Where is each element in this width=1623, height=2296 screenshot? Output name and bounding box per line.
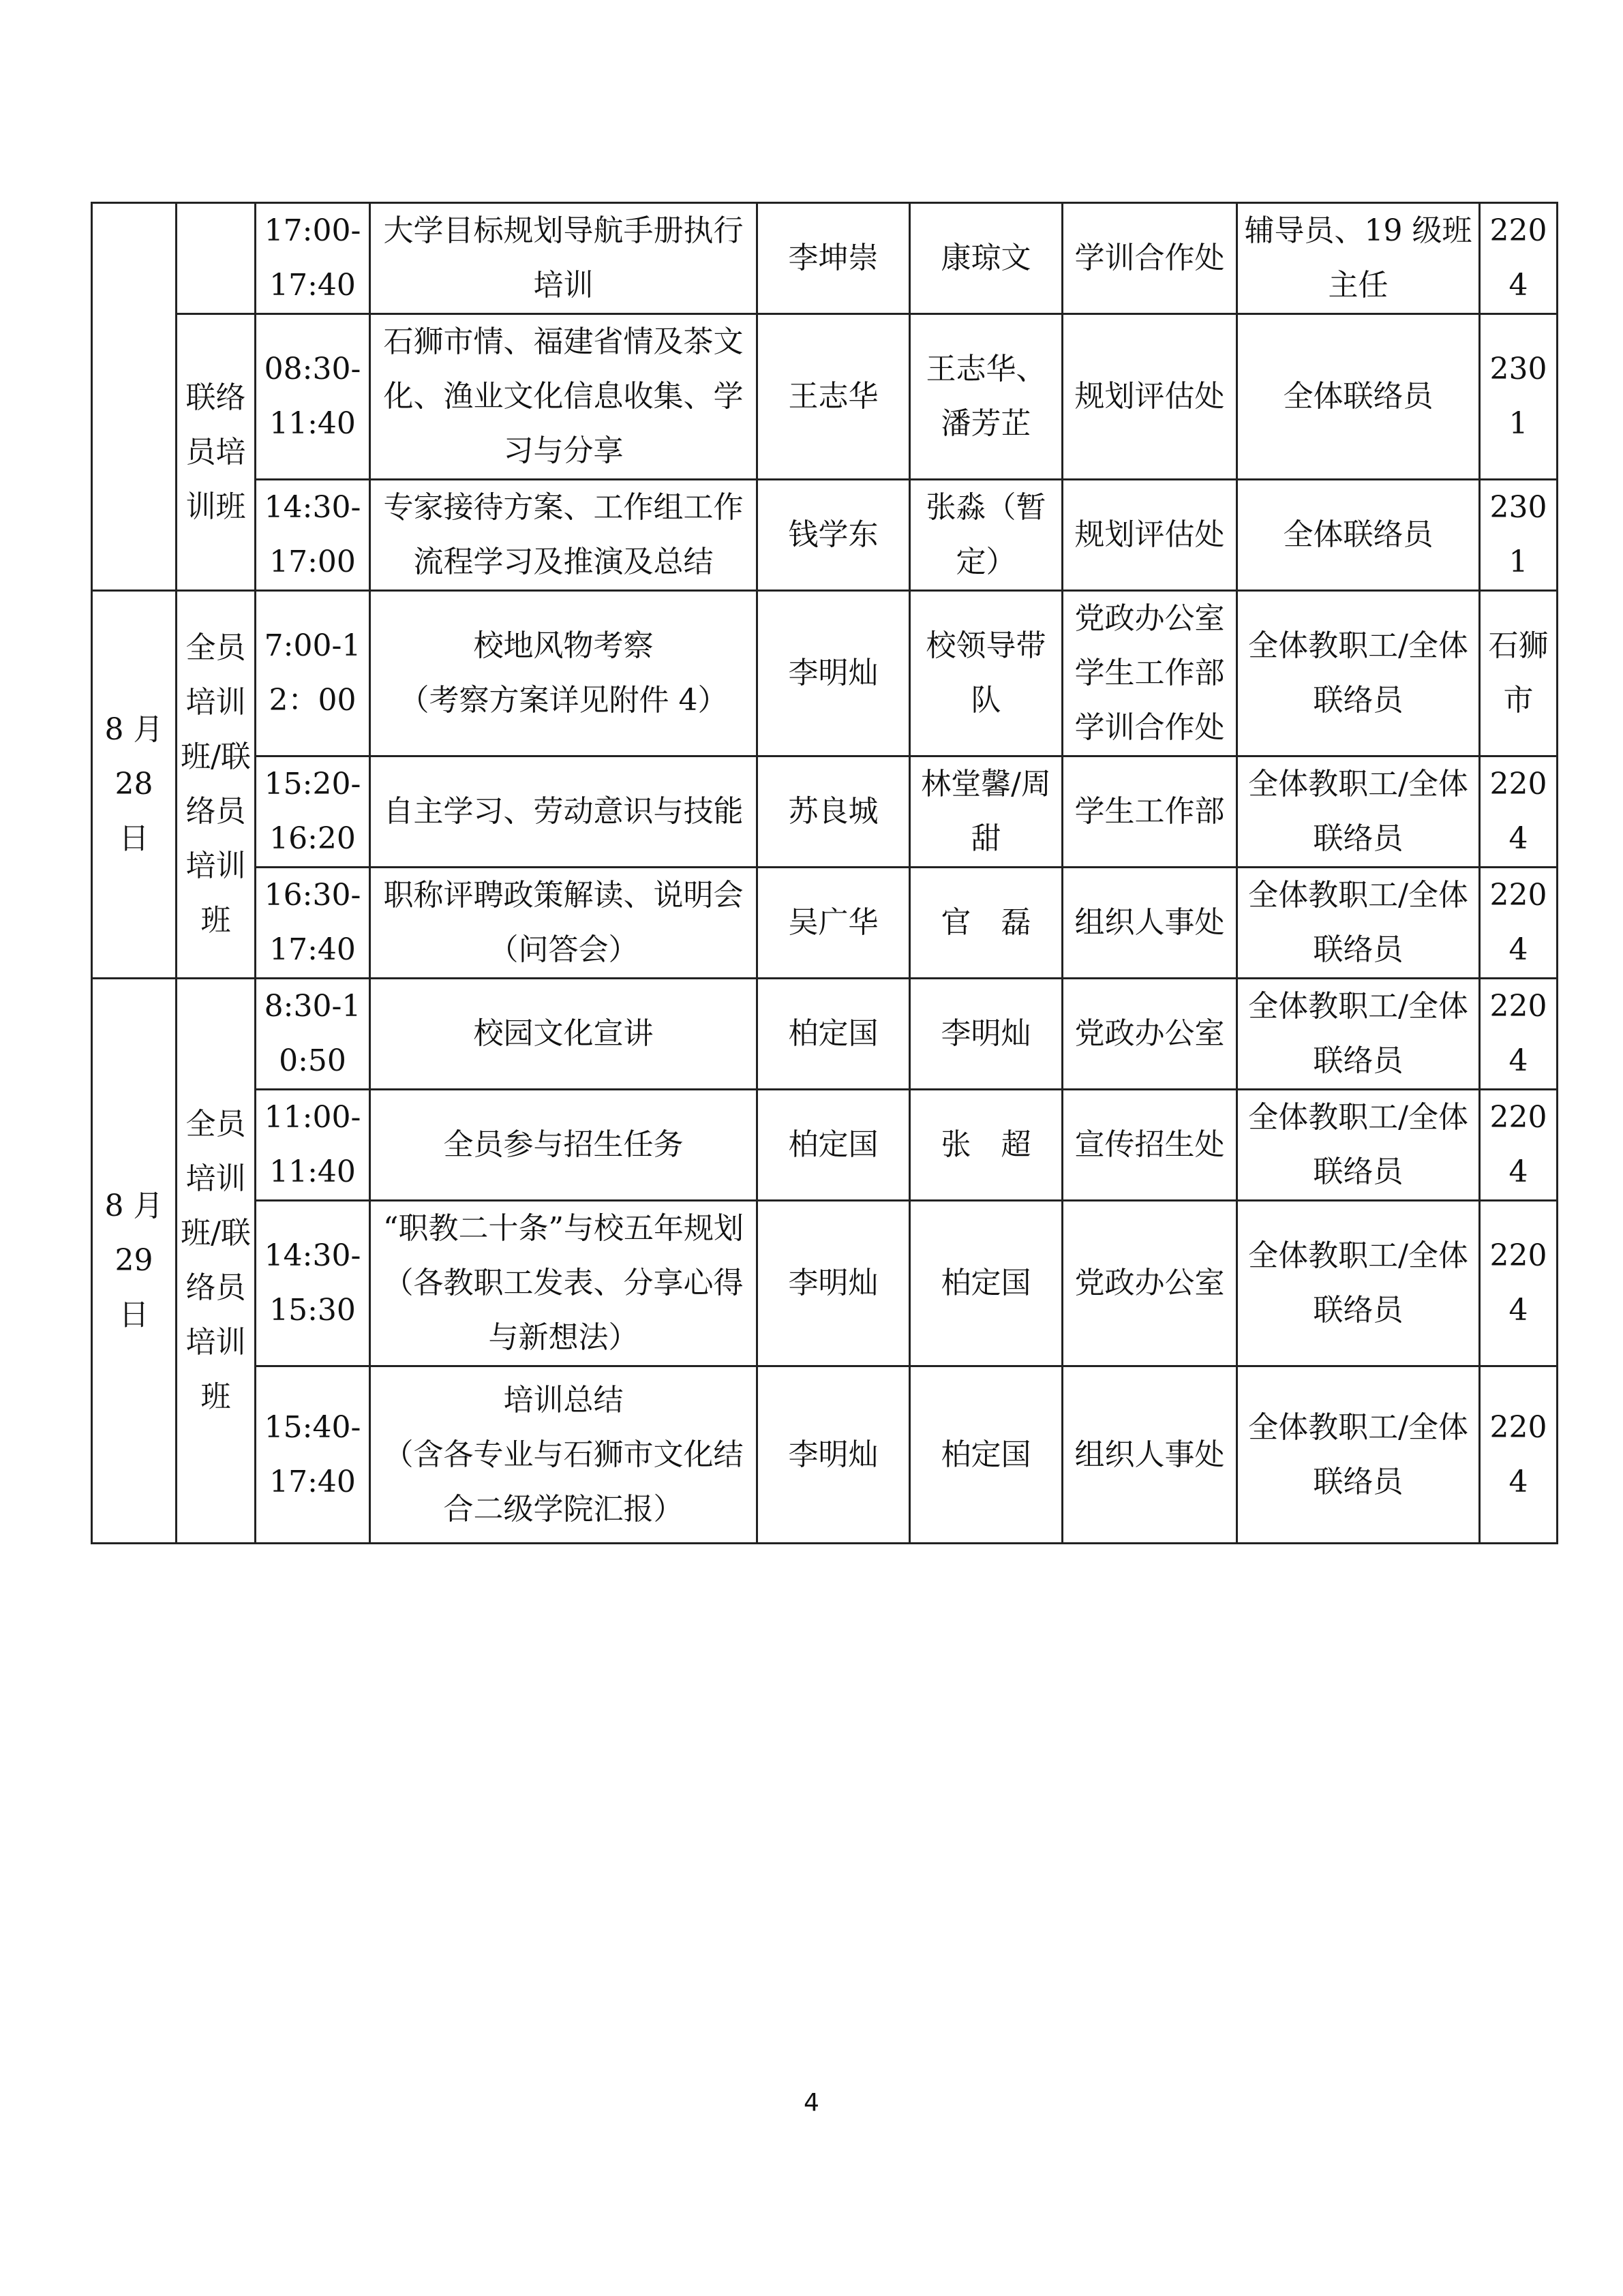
page-number: 4	[804, 2089, 819, 2117]
host-cell: 柏定国	[910, 1201, 1063, 1366]
audience-cell: 全体教职工/全体联络员	[1237, 591, 1480, 756]
host-cell: 张淼（暂定）	[910, 480, 1063, 591]
speaker-cell: 李明灿	[757, 591, 910, 756]
audience-cell: 全体教职工/全体联络员	[1237, 1201, 1480, 1366]
speaker-cell: 李明灿	[757, 1201, 910, 1366]
content-cell: 自主学习、劳动意识与技能	[370, 756, 757, 868]
audience-cell: 全体教职工/全体联络员	[1237, 756, 1480, 868]
time-cell: 16:30-17:40	[256, 868, 370, 979]
dept-cell: 规划评估处	[1063, 480, 1237, 591]
dept-line: 党政办公室	[1074, 601, 1225, 636]
room-cell: 2301	[1480, 314, 1558, 480]
host-cell: 柏定国	[910, 1366, 1063, 1544]
host-cell: 康琼文	[910, 203, 1063, 314]
speaker-cell: 王志华	[757, 314, 910, 480]
table-row	[92, 1201, 1558, 1366]
content-cell: “职教二十条”与校五年规划（各教职工发表、分享心得与新想法）	[370, 1201, 757, 1366]
content-title: 培训总结	[503, 1382, 624, 1418]
content-cell: 专家接待方案、工作组工作流程学习及推演及总结	[370, 480, 757, 591]
class-cell: 全员培训班/联络员培训班	[177, 591, 256, 979]
content-note: （考察方案详见附件 4）	[399, 683, 728, 718]
audience-cell: 全体教职工/全体联络员	[1237, 979, 1480, 1090]
host-cell: 官 磊	[910, 868, 1063, 979]
dept-cell: 组织人事处	[1063, 868, 1237, 979]
content-cell: 大学目标规划导航手册执行培训	[370, 203, 757, 314]
speaker-cell: 钱学东	[757, 480, 910, 591]
content-cell: 石狮市情、福建省情及茶文化、渔业文化信息收集、学习与分享	[370, 314, 757, 480]
content-cell: 校园文化宣讲	[370, 979, 757, 1090]
schedule-table	[91, 202, 1558, 1544]
dept-cell: 党政办公室	[1063, 979, 1237, 1090]
room-cell: 2204	[1480, 1366, 1558, 1544]
audience-cell: 全体联络员	[1237, 314, 1480, 480]
table-row	[92, 1366, 1558, 1544]
class-cell	[177, 203, 256, 314]
class-cell: 联络员培训班	[177, 314, 256, 591]
time-cell: 7:00-12：00	[256, 591, 370, 756]
speaker-cell: 柏定国	[757, 1090, 910, 1201]
dept-cell: 学训合作处	[1063, 203, 1237, 314]
class-cell: 全员培训班/联络员培训班	[177, 979, 256, 1544]
content-cell: 全员参与招生任务	[370, 1090, 757, 1201]
time-cell: 14:30-15:30	[256, 1201, 370, 1366]
time-cell: 08:30-11:40	[256, 314, 370, 480]
dept-cell: 组织人事处	[1063, 1366, 1237, 1544]
date-cell: 8 月 28 日	[92, 591, 177, 979]
table-row	[92, 756, 1558, 868]
speaker-cell: 李坤崇	[757, 203, 910, 314]
host-cell: 林堂馨/周甜	[910, 756, 1063, 868]
table-row	[92, 868, 1558, 979]
content-title: 校地风物考察	[473, 628, 654, 663]
room-cell: 石狮市	[1480, 591, 1558, 756]
room-cell: 2204	[1480, 868, 1558, 979]
time-cell: 15:40-17:40	[256, 1366, 370, 1544]
table-row	[92, 203, 1558, 314]
room-cell: 2204	[1480, 1090, 1558, 1201]
speaker-cell: 吴广华	[757, 868, 910, 979]
host-cell: 王志华、潘芳芷	[910, 314, 1063, 480]
dept-line: 学生工作部	[1074, 656, 1225, 690]
time-cell: 15:20-16:20	[256, 756, 370, 868]
time-cell: 14:30-17:00	[256, 480, 370, 591]
content-cell: 职称评聘政策解读、说明会（问答会）	[370, 868, 757, 979]
speaker-cell: 李明灿	[757, 1366, 910, 1544]
table-row	[92, 979, 1558, 1090]
table-row	[92, 1090, 1558, 1201]
table-row	[92, 591, 1558, 756]
audience-cell: 全体联络员	[1237, 480, 1480, 591]
dept-cell	[1063, 591, 1237, 756]
audience-cell: 全体教职工/全体联络员	[1237, 1090, 1480, 1201]
host-cell: 校领导带队	[910, 591, 1063, 756]
dept-cell: 规划评估处	[1063, 314, 1237, 480]
audience-cell: 全体教职工/全体联络员	[1237, 868, 1480, 979]
room-cell: 2204	[1480, 756, 1558, 868]
speaker-cell: 苏良城	[757, 756, 910, 868]
audience-cell: 辅导员、19 级班主任	[1237, 203, 1480, 314]
room-cell: 2301	[1480, 480, 1558, 591]
audience-cell: 全体教职工/全体联络员	[1237, 1366, 1480, 1544]
date-cell: 8 月 29 日	[92, 979, 177, 1544]
content-cell	[370, 591, 757, 756]
room-cell: 2204	[1480, 203, 1558, 314]
time-cell: 8:30-10:50	[256, 979, 370, 1090]
table-row	[92, 314, 1558, 480]
room-cell: 2204	[1480, 1201, 1558, 1366]
speaker-cell: 柏定国	[757, 979, 910, 1090]
host-cell: 张 超	[910, 1090, 1063, 1201]
dept-cell: 党政办公室	[1063, 1201, 1237, 1366]
date-cell	[92, 203, 177, 591]
dept-line: 学训合作处	[1074, 710, 1225, 745]
time-cell: 11:00-11:40	[256, 1090, 370, 1201]
content-note: （含各专业与石狮市文化结合二级学院汇报）	[383, 1437, 744, 1527]
dept-cell: 学生工作部	[1063, 756, 1237, 868]
room-cell: 2204	[1480, 979, 1558, 1090]
content-cell	[370, 1366, 757, 1544]
table-row	[92, 480, 1558, 591]
host-cell: 李明灿	[910, 979, 1063, 1090]
dept-cell: 宣传招生处	[1063, 1090, 1237, 1201]
time-cell: 17:00-17:40	[256, 203, 370, 314]
